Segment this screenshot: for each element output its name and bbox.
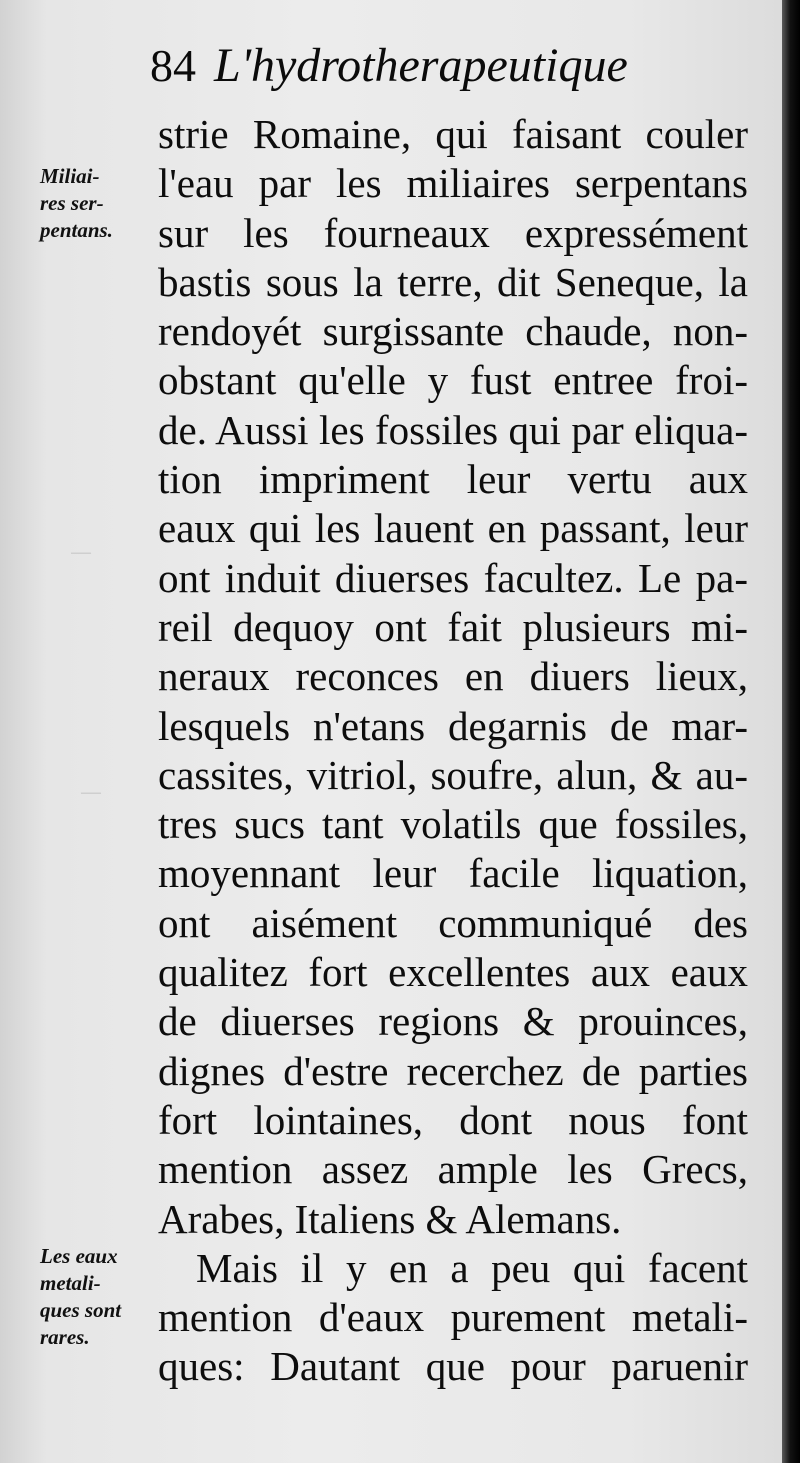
text-line: cassites, vitriol, soufre, alun, & au- — [158, 751, 748, 798]
text-line: l'eau par les miliaires serpentans — [158, 160, 748, 207]
page-header — [150, 38, 628, 93]
text-line: tres sucs tant volatils que fossiles, — [158, 801, 748, 848]
text-line: bastis sous la terre, dit Seneque, la — [158, 258, 748, 305]
text-line: ont induit diuerses facultez. Le pa- — [158, 554, 748, 601]
text-line: neraux reconces en diuers lieux, — [158, 653, 748, 700]
text-line: mention d'eaux purement metali- — [158, 1294, 748, 1341]
text-line: reil dequoy ont fait plusieurs mi- — [158, 603, 748, 650]
margin-note-line: pentans. — [40, 218, 113, 242]
margin-note-miliaires — [40, 163, 160, 244]
text-line: ques: Dautant que pour paruenir — [158, 1343, 748, 1390]
text-line: qualitez fort excellentes aux eaux — [158, 949, 748, 996]
text-line: rendoyét surgissante chaude, non- — [158, 308, 748, 355]
text-line: de diuerses regions & prouinces, — [158, 998, 748, 1045]
margin-note-line: ques sont — [40, 1298, 122, 1322]
page-number: 84 — [150, 40, 196, 91]
margin-note-eaux-metaliques — [40, 1243, 160, 1351]
margin-note-line: metali- — [40, 1271, 101, 1295]
text-line: sur les fourneaux expressément — [158, 209, 748, 256]
text-line: lesquels n'etans degarnis de mar- — [158, 702, 748, 749]
margin-note-line: Miliai- — [40, 164, 100, 188]
page-edge-shadow — [782, 0, 800, 1463]
text-line: Mais il y en a peu qui facent — [196, 1244, 748, 1291]
text-line: dignes d'estre recerchez de parties — [158, 1047, 748, 1094]
margin-note-line: Les eaux — [40, 1244, 118, 1268]
text-line: strie Romaine, qui faisant couler — [158, 111, 748, 157]
margin-note-line: res ser- — [40, 191, 104, 215]
text-line: mention assez ample les Grecs, — [158, 1146, 748, 1193]
text-line: Arabes, Italiens & Alemans. — [158, 1195, 622, 1242]
body-text — [158, 110, 748, 1392]
text-line: obstant qu'elle y fust entree froi- — [158, 357, 748, 404]
text-line: eaux qui les lauent en passant, leur — [158, 505, 748, 552]
text-line: de. Aussi les fossiles qui par eliqua- — [158, 406, 748, 453]
bleed-through-mark: — — [70, 540, 92, 565]
text-line: fort lointaines, dont nous font — [158, 1096, 748, 1143]
text-line: tion impriment leur vertu aux — [158, 456, 748, 503]
running-title: L'hydrotherapeutique — [214, 39, 628, 92]
margin-note-line: rares. — [40, 1325, 90, 1349]
text-line: ont aisément communiqué des — [158, 899, 748, 946]
text-line: moyennant leur facile liquation, — [158, 850, 748, 897]
bleed-through-mark: — — [80, 780, 102, 805]
